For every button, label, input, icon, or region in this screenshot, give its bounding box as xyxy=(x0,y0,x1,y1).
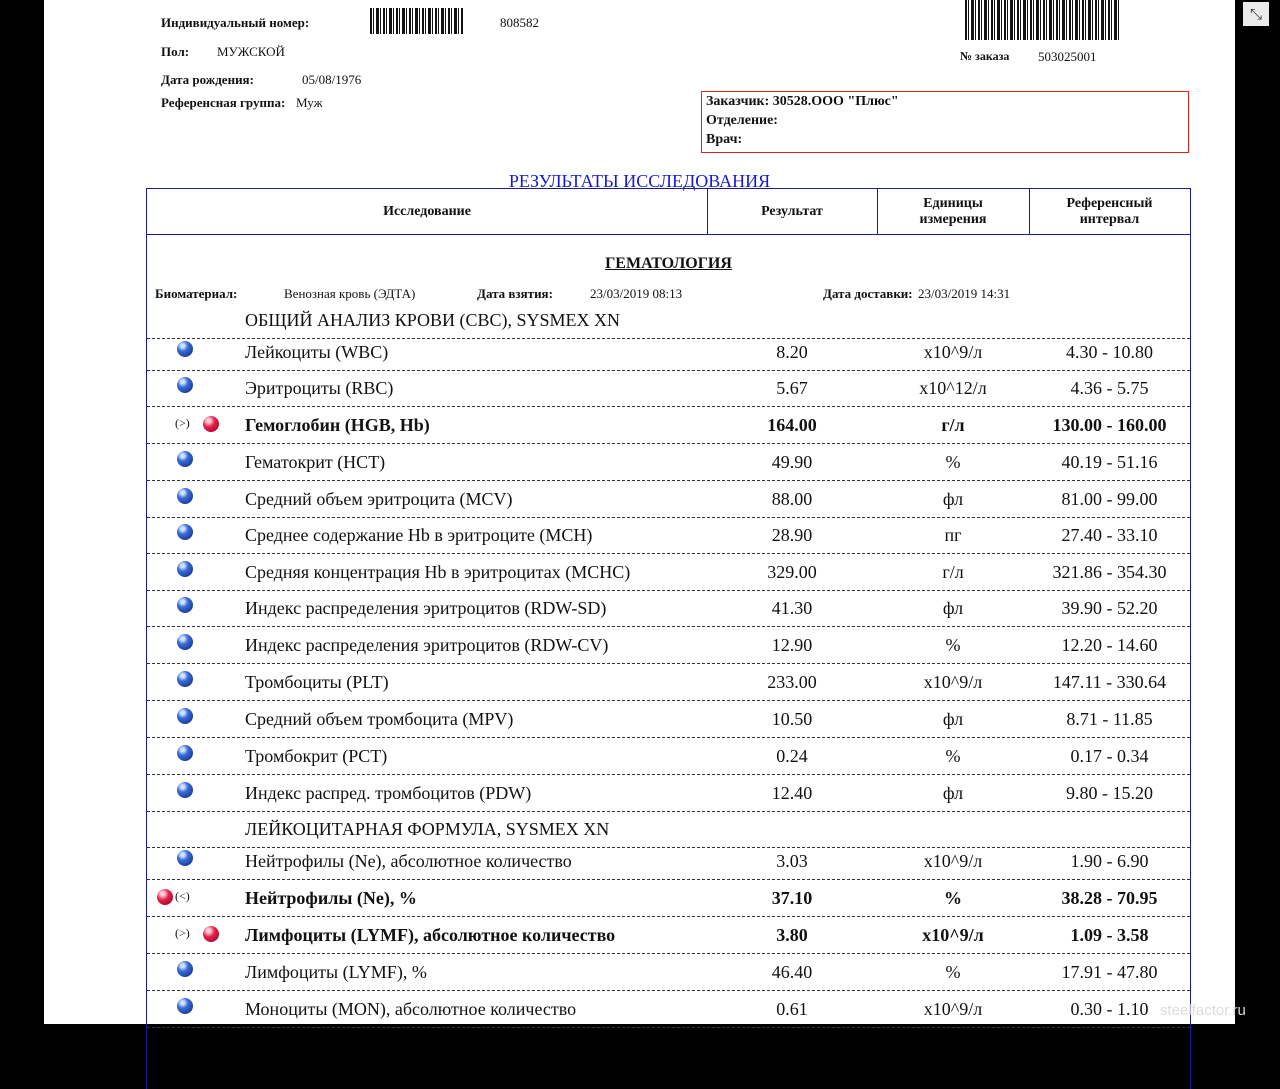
col-ref-line1: Референсный xyxy=(1066,195,1153,211)
test-name: Индекс распределения эритроцитов (RDW-SD) xyxy=(245,598,607,618)
table-row xyxy=(147,590,1190,627)
result-value: 233.00 xyxy=(767,672,817,692)
taken-label: Дата взятия: xyxy=(477,286,553,301)
table-row xyxy=(147,954,1190,991)
blue-ball-icon xyxy=(177,782,193,798)
unit-value: г/л xyxy=(942,562,964,582)
blue-ball-icon xyxy=(177,634,193,650)
blue-ball-icon xyxy=(177,597,193,613)
dob-value: 05/08/1976 xyxy=(302,72,362,87)
order-label: № заказа xyxy=(960,49,1010,63)
ref-interval: 1.90 - 6.90 xyxy=(1070,851,1149,871)
doctor-line: Врач: xyxy=(706,132,743,147)
ref-interval: 0.17 - 0.34 xyxy=(1070,746,1149,766)
unit-value: x10^9/л xyxy=(923,999,983,1019)
result-value: 0.61 xyxy=(776,999,808,1019)
id-label: Индивидуальный номер: xyxy=(161,15,310,30)
id-barcode xyxy=(370,8,464,34)
ref-interval: 27.40 - 33.10 xyxy=(1061,525,1158,545)
unit-value: x10^9/л xyxy=(923,342,983,362)
unit-value: пг xyxy=(944,525,962,545)
ref-interval: 81.00 - 99.00 xyxy=(1061,489,1158,509)
blue-ball-icon xyxy=(177,998,193,1014)
table-row xyxy=(147,738,1190,775)
blue-ball-icon xyxy=(177,524,193,540)
table-row xyxy=(147,880,1190,917)
ref-group-value: Муж xyxy=(296,95,323,110)
ref-interval: 321.86 - 354.30 xyxy=(1052,562,1167,582)
table-header xyxy=(147,189,1190,235)
collapse-icon[interactable]: ⤡ xyxy=(1243,2,1269,26)
blue-ball-icon xyxy=(177,451,193,467)
deviation-flag: (>) xyxy=(175,926,190,940)
ref-interval: 38.28 - 70.95 xyxy=(1061,888,1158,908)
table-row xyxy=(147,627,1190,664)
result-value: 8.20 xyxy=(776,342,808,362)
col-unit-line1: Единицы xyxy=(923,195,983,211)
result-value: 0.24 xyxy=(776,746,808,766)
result-value: 5.67 xyxy=(776,378,808,398)
test-name: Средний объем эритроцита (MCV) xyxy=(245,489,513,509)
table-row xyxy=(147,517,1190,554)
result-value: 12.40 xyxy=(771,783,813,803)
material-label: Биоматериал: xyxy=(155,286,238,301)
table-row xyxy=(147,334,1190,371)
deviation-flag: (>) xyxy=(175,416,190,430)
col-unit xyxy=(877,189,1029,234)
ref-interval: 147.11 - 330.64 xyxy=(1052,672,1167,692)
test-name: Нейтрофилы (Ne), абсолютное количество xyxy=(245,851,572,871)
col-ref-line2: интервал xyxy=(1079,211,1140,227)
result-value: 12.90 xyxy=(771,635,813,655)
table-row xyxy=(147,917,1190,954)
table-row xyxy=(147,664,1190,701)
blue-ball-icon xyxy=(177,745,193,761)
delivered-value: 23/03/2019 14:31 xyxy=(918,286,1011,301)
col-ref xyxy=(1029,189,1190,234)
report-page xyxy=(44,0,1262,1024)
id-value: 808582 xyxy=(500,15,539,30)
ref-interval: 130.00 - 160.00 xyxy=(1052,415,1167,435)
test-name: Эритроциты (RBC) xyxy=(245,378,394,398)
unit-value: % xyxy=(945,635,961,655)
customer-box xyxy=(701,91,1189,153)
result-value: 10.50 xyxy=(771,709,813,729)
blue-ball-icon xyxy=(177,488,193,504)
result-value: 329.00 xyxy=(767,562,817,582)
test-name: Моноциты (MON), абсолютное количество xyxy=(245,999,577,1019)
ref-interval: 17.91 - 47.80 xyxy=(1061,962,1158,982)
result-value: 28.90 xyxy=(771,525,813,545)
table-row xyxy=(147,444,1190,481)
unit-value: % xyxy=(945,452,961,472)
result-value: 46.40 xyxy=(771,962,813,982)
unit-value: фл xyxy=(942,709,964,729)
report-title: РЕЗУЛЬТАТЫ ИССЛЕДОВАНИЯ xyxy=(508,171,771,191)
blue-ball-icon xyxy=(177,341,193,357)
red-ball-icon xyxy=(203,416,219,432)
ref-interval: 1.09 - 3.58 xyxy=(1070,925,1149,945)
blue-ball-icon xyxy=(177,850,193,866)
result-value: 41.30 xyxy=(771,598,813,618)
test-name: Нейтрофилы (Ne), % xyxy=(245,888,417,908)
unit-value: фл xyxy=(942,489,964,509)
dob-label: Дата рождения: xyxy=(161,72,254,87)
test-name: Гемоглобин (HGB, Hb) xyxy=(245,415,430,435)
group-title: ОБЩИЙ АНАЛИЗ КРОВИ (CBC), SYSMEX XN xyxy=(245,310,620,330)
table-row xyxy=(147,407,1190,444)
taken-value: 23/03/2019 08:13 xyxy=(590,286,683,301)
blue-ball-icon xyxy=(177,961,193,977)
col-result: Результат xyxy=(761,203,823,219)
result-value: 37.10 xyxy=(771,888,813,908)
test-name: Тромбокрит (PCT) xyxy=(245,746,388,766)
test-name: Гематокрит (HCT) xyxy=(245,452,386,472)
test-name: Средний объем тромбоцита (MPV) xyxy=(245,709,514,729)
sex-value: МУЖСКОЙ xyxy=(217,44,285,59)
order-value: 503025001 xyxy=(1038,49,1097,64)
table-row xyxy=(147,370,1190,407)
blue-ball-icon xyxy=(177,708,193,724)
unit-value: фл xyxy=(942,598,964,618)
test-name: Лейкоциты (WBC) xyxy=(245,342,389,362)
table-row xyxy=(147,843,1190,880)
red-ball-icon xyxy=(203,926,219,942)
test-name: Индекс распределения эритроцитов (RDW-CV) xyxy=(245,635,609,655)
unit-value: г/л xyxy=(941,415,965,435)
test-name: Индекс распред. тромбоцитов (PDW) xyxy=(245,783,532,803)
unit-value: x10^9/л xyxy=(923,672,983,692)
test-name: Лимфоциты (LYMF), % xyxy=(245,962,427,982)
deviation-flag: (<) xyxy=(175,889,190,903)
unit-value: x10^9/л xyxy=(922,925,984,945)
unit-value: % xyxy=(945,962,961,982)
ref-interval: 4.30 - 10.80 xyxy=(1066,342,1153,362)
ref-interval: 9.80 - 15.20 xyxy=(1066,783,1153,803)
blue-ball-icon xyxy=(177,671,193,687)
material-value: Венозная кровь (ЭДТА) xyxy=(284,286,416,301)
unit-value: x10^12/л xyxy=(919,378,987,398)
order-barcode xyxy=(965,0,1120,40)
ref-interval: 8.71 - 11.85 xyxy=(1066,709,1153,729)
sex-label: Пол: xyxy=(161,44,190,59)
ref-interval: 4.36 - 5.75 xyxy=(1070,378,1149,398)
group-title: ЛЕЙКОЦИТАРНАЯ ФОРМУЛА, SYSMEX XN xyxy=(245,819,610,839)
unit-value: x10^9/л xyxy=(923,851,983,871)
col-test: Исследование xyxy=(383,203,471,219)
result-value: 3.03 xyxy=(776,851,808,871)
test-name: Средняя концентрация Hb в эритроцитах (MCHC) xyxy=(245,562,631,582)
section-title: ГЕМАТОЛОГИЯ xyxy=(605,255,732,272)
table-row xyxy=(147,701,1190,738)
delivered-label: Дата доставки: xyxy=(823,286,913,301)
ref-interval: 40.19 - 51.16 xyxy=(1061,452,1158,472)
ref-group-label: Референсная группа: xyxy=(161,95,286,110)
result-value: 3.80 xyxy=(776,925,808,945)
unit-value: % xyxy=(944,888,962,908)
ref-interval: 12.20 - 14.60 xyxy=(1061,635,1158,655)
test-name: Лимфоциты (LYMF), абсолютное количество xyxy=(245,925,616,945)
table-row xyxy=(147,481,1190,518)
results-table xyxy=(146,188,1191,1089)
department-line: Отделение: xyxy=(706,113,778,128)
blue-ball-icon xyxy=(177,377,193,393)
watermark: steelfactor.ru xyxy=(1160,1002,1246,1019)
test-name: Тромбоциты (PLT) xyxy=(245,672,389,692)
table-row xyxy=(147,775,1190,812)
customer-line: Заказчик: 30528.ООО "Плюс" xyxy=(706,94,899,109)
table-row xyxy=(147,991,1190,1028)
test-name: Среднее содержание Hb в эритроците (MCH) xyxy=(245,525,593,545)
unit-value: % xyxy=(945,746,961,766)
result-value: 49.90 xyxy=(771,452,813,472)
ref-interval: 0.30 - 1.10 xyxy=(1070,999,1149,1019)
unit-value: фл xyxy=(942,783,964,803)
red-ball-icon xyxy=(157,889,173,905)
blue-ball-icon xyxy=(177,561,193,577)
table-row xyxy=(147,554,1190,591)
result-value: 88.00 xyxy=(771,489,813,509)
result-value: 164.00 xyxy=(767,415,817,435)
col-unit-line2: измерения xyxy=(919,211,987,227)
ref-interval: 39.90 - 52.20 xyxy=(1061,598,1158,618)
